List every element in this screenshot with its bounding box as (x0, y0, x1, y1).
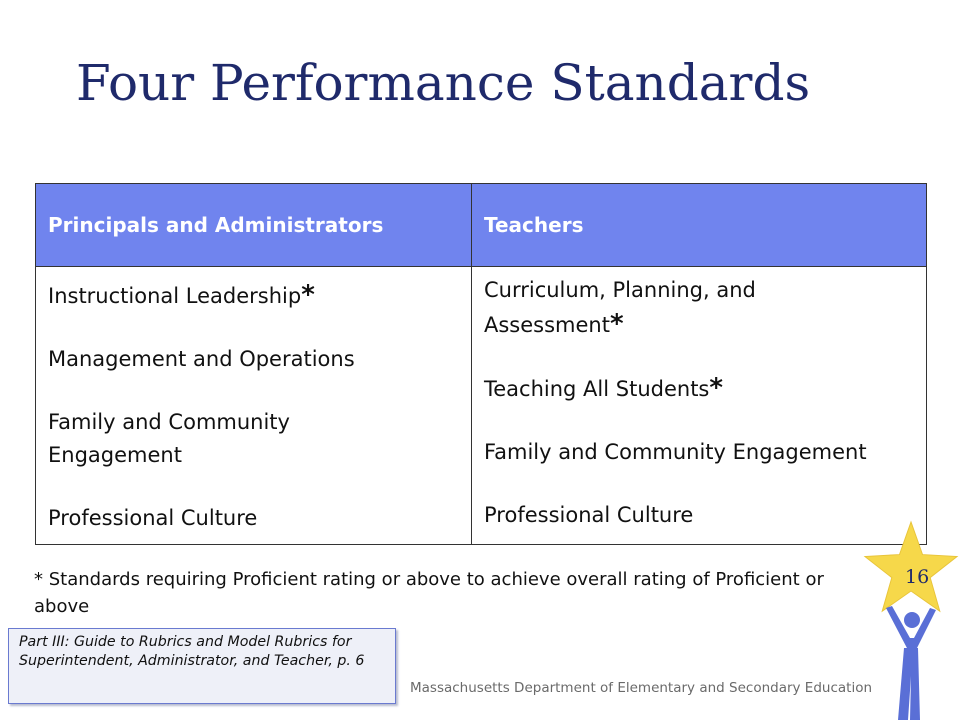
page-number: 16 (905, 566, 930, 588)
teachers-standard-3: Family and Community Engagement (484, 440, 867, 464)
reference-callout: Part III: Guide to Rubrics and Model Rubrics for Superintendent, Administrator, and Teacher, p. 6 (8, 628, 396, 704)
asterisk: * (609, 309, 624, 339)
person-figure-icon (880, 606, 940, 720)
teachers-standard-1: Curriculum, Planning, and Assessment* (484, 278, 756, 339)
asterisk: * (709, 373, 723, 403)
standards-table (35, 183, 927, 545)
teachers-standard-2: Teaching All Students* (484, 373, 723, 403)
slide-title: Four Performance Standards (76, 54, 811, 112)
footnote: * Standards requiring Proficient rating or above to achieve overall rating of Proficient or above (34, 569, 824, 617)
table-row (36, 267, 927, 545)
principals-standard-1: Instructional Leadership* (48, 280, 315, 310)
teachers-cell (472, 267, 927, 545)
footer-agency: Massachusetts Department of Elementary and Secondary Education (410, 680, 873, 696)
teachers-standard-4: Professional Culture (484, 503, 694, 527)
asterisk: * (301, 280, 315, 310)
header-principals: Principals and Administrators (36, 184, 472, 267)
principals-cell (36, 267, 472, 545)
principals-standard-3: Family and Community Engagement (48, 410, 290, 467)
principals-standard-2: Management and Operations (48, 347, 355, 371)
table-header-row (36, 184, 927, 267)
header-teachers: Teachers (472, 184, 927, 267)
principals-standard-4: Professional Culture (48, 506, 258, 530)
